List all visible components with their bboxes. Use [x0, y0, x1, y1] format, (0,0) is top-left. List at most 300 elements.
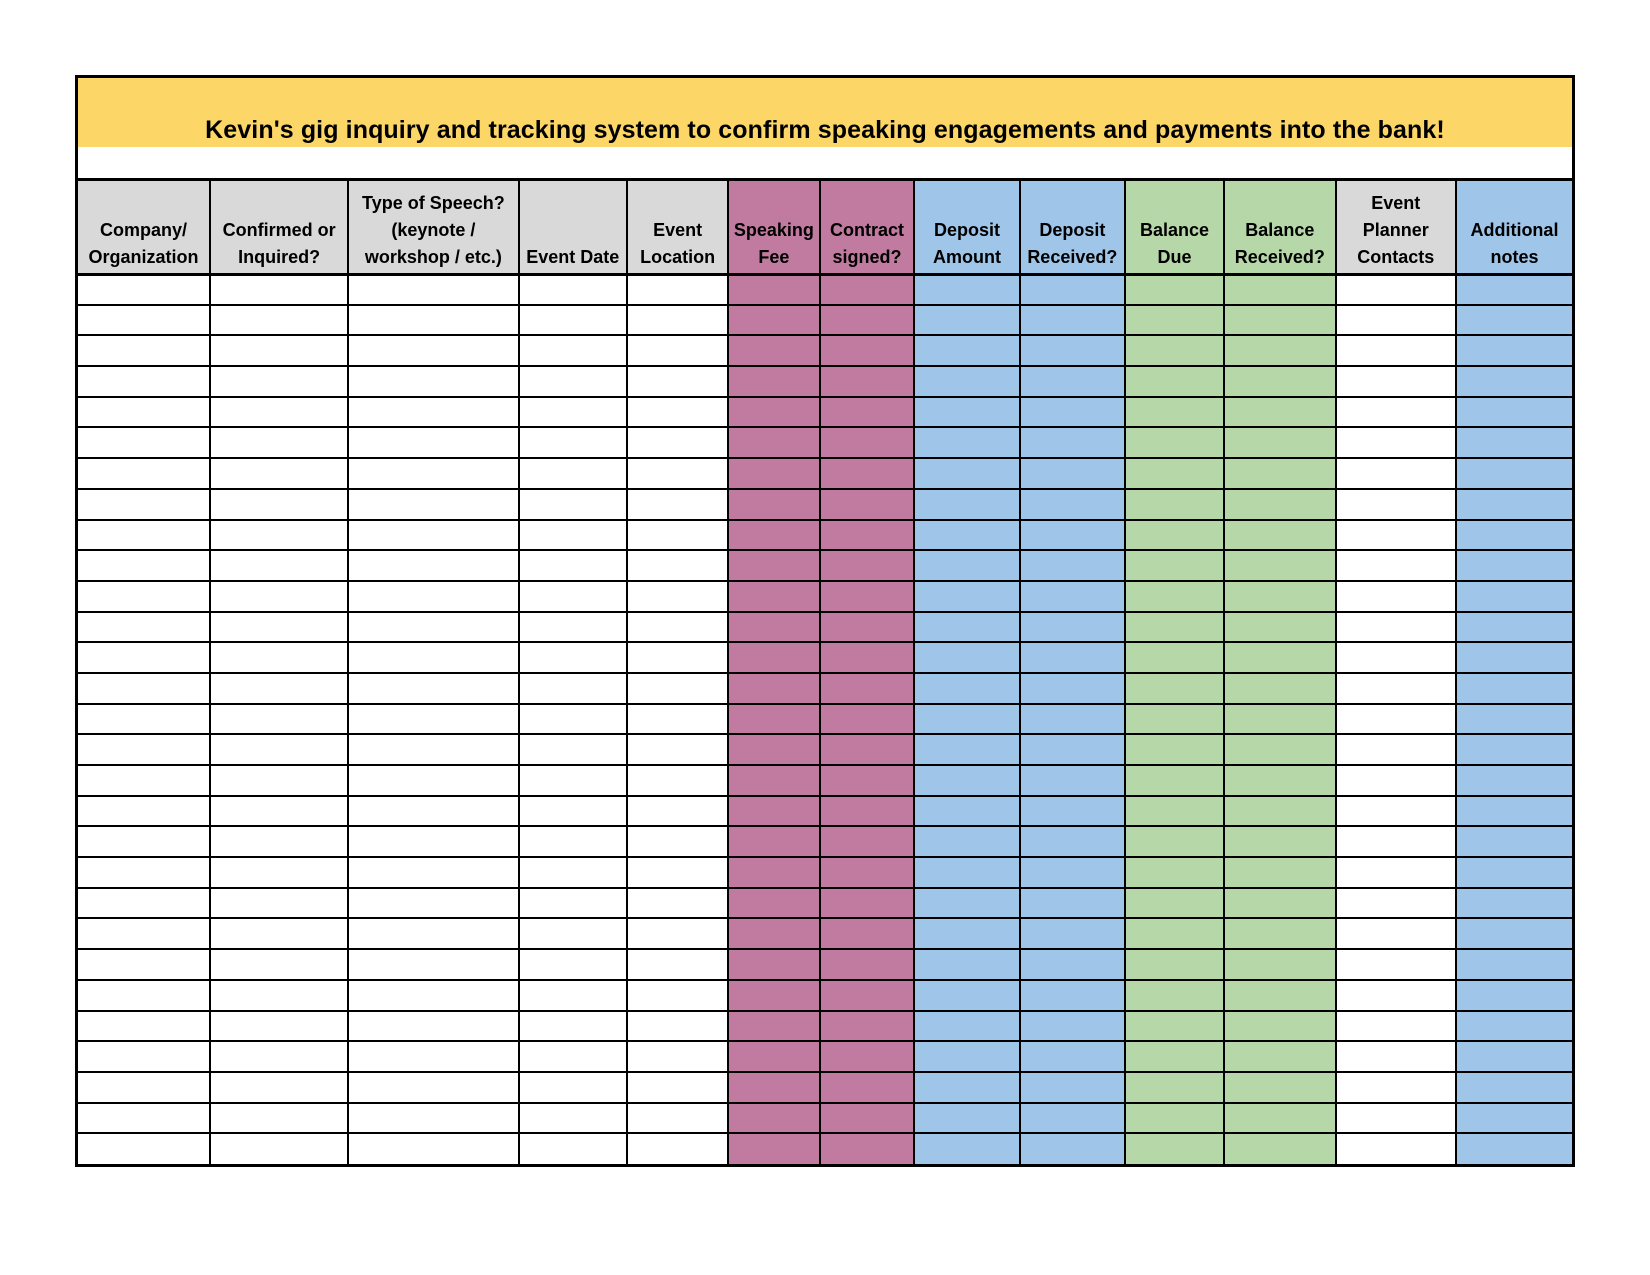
cell-balance-due[interactable]: [1125, 335, 1224, 366]
cell-balance-due[interactable]: [1125, 458, 1224, 489]
cell-deposit-received[interactable]: [1020, 1041, 1125, 1072]
cell-company[interactable]: [78, 550, 210, 581]
cell-speech-type[interactable]: [348, 335, 518, 366]
cell-additional-notes[interactable]: [1456, 826, 1572, 857]
cell-planner-contacts[interactable]: [1336, 734, 1456, 765]
cell-confirmed[interactable]: [210, 1103, 348, 1134]
cell-event-location[interactable]: [627, 274, 728, 305]
cell-confirmed[interactable]: [210, 888, 348, 919]
cell-confirmed[interactable]: [210, 949, 348, 980]
cell-confirmed[interactable]: [210, 305, 348, 336]
cell-balance-received[interactable]: [1224, 520, 1336, 551]
cell-contract-signed[interactable]: [820, 581, 915, 612]
cell-speaking-fee[interactable]: [728, 642, 820, 673]
cell-company[interactable]: [78, 642, 210, 673]
cell-deposit-amount[interactable]: [914, 1072, 1019, 1103]
cell-deposit-received[interactable]: [1020, 366, 1125, 397]
cell-deposit-received[interactable]: [1020, 458, 1125, 489]
cell-deposit-received[interactable]: [1020, 642, 1125, 673]
cell-additional-notes[interactable]: [1456, 765, 1572, 796]
cell-speaking-fee[interactable]: [728, 427, 820, 458]
cell-contract-signed[interactable]: [820, 980, 915, 1011]
cell-company[interactable]: [78, 581, 210, 612]
cell-contract-signed[interactable]: [820, 673, 915, 704]
cell-company[interactable]: [78, 1011, 210, 1042]
cell-event-date[interactable]: [519, 1133, 628, 1164]
cell-contract-signed[interactable]: [820, 1133, 915, 1164]
cell-deposit-received[interactable]: [1020, 489, 1125, 520]
cell-speaking-fee[interactable]: [728, 458, 820, 489]
cell-contract-signed[interactable]: [820, 918, 915, 949]
cell-event-date[interactable]: [519, 489, 628, 520]
cell-balance-due[interactable]: [1125, 1011, 1224, 1042]
cell-balance-due[interactable]: [1125, 980, 1224, 1011]
cell-contract-signed[interactable]: [820, 888, 915, 919]
cell-deposit-received[interactable]: [1020, 765, 1125, 796]
cell-confirmed[interactable]: [210, 1041, 348, 1072]
cell-additional-notes[interactable]: [1456, 489, 1572, 520]
cell-event-date[interactable]: [519, 305, 628, 336]
cell-confirmed[interactable]: [210, 918, 348, 949]
cell-event-date[interactable]: [519, 949, 628, 980]
cell-planner-contacts[interactable]: [1336, 520, 1456, 551]
cell-planner-contacts[interactable]: [1336, 1103, 1456, 1134]
cell-speaking-fee[interactable]: [728, 1133, 820, 1164]
cell-company[interactable]: [78, 704, 210, 735]
cell-additional-notes[interactable]: [1456, 918, 1572, 949]
cell-deposit-received[interactable]: [1020, 857, 1125, 888]
cell-balance-received[interactable]: [1224, 581, 1336, 612]
cell-deposit-amount[interactable]: [914, 520, 1019, 551]
cell-speech-type[interactable]: [348, 1103, 518, 1134]
cell-deposit-received[interactable]: [1020, 1072, 1125, 1103]
cell-speaking-fee[interactable]: [728, 734, 820, 765]
cell-speech-type[interactable]: [348, 581, 518, 612]
cell-contract-signed[interactable]: [820, 1041, 915, 1072]
cell-balance-received[interactable]: [1224, 366, 1336, 397]
cell-deposit-amount[interactable]: [914, 857, 1019, 888]
cell-contract-signed[interactable]: [820, 397, 915, 428]
cell-speech-type[interactable]: [348, 949, 518, 980]
cell-speaking-fee[interactable]: [728, 949, 820, 980]
cell-planner-contacts[interactable]: [1336, 1041, 1456, 1072]
cell-balance-due[interactable]: [1125, 857, 1224, 888]
cell-event-location[interactable]: [627, 1133, 728, 1164]
cell-balance-received[interactable]: [1224, 274, 1336, 305]
cell-deposit-amount[interactable]: [914, 1041, 1019, 1072]
cell-planner-contacts[interactable]: [1336, 704, 1456, 735]
cell-balance-due[interactable]: [1125, 642, 1224, 673]
cell-company[interactable]: [78, 458, 210, 489]
cell-deposit-amount[interactable]: [914, 335, 1019, 366]
cell-speech-type[interactable]: [348, 1072, 518, 1103]
cell-deposit-received[interactable]: [1020, 949, 1125, 980]
cell-event-date[interactable]: [519, 366, 628, 397]
cell-deposit-received[interactable]: [1020, 980, 1125, 1011]
cell-deposit-amount[interactable]: [914, 427, 1019, 458]
cell-event-location[interactable]: [627, 796, 728, 827]
cell-company[interactable]: [78, 397, 210, 428]
cell-event-location[interactable]: [627, 1041, 728, 1072]
cell-event-location[interactable]: [627, 489, 728, 520]
cell-event-location[interactable]: [627, 888, 728, 919]
cell-deposit-amount[interactable]: [914, 1011, 1019, 1042]
cell-speaking-fee[interactable]: [728, 489, 820, 520]
cell-event-date[interactable]: [519, 734, 628, 765]
cell-speech-type[interactable]: [348, 918, 518, 949]
cell-balance-due[interactable]: [1125, 612, 1224, 643]
cell-contract-signed[interactable]: [820, 704, 915, 735]
cell-speech-type[interactable]: [348, 274, 518, 305]
cell-additional-notes[interactable]: [1456, 734, 1572, 765]
cell-balance-due[interactable]: [1125, 581, 1224, 612]
cell-event-date[interactable]: [519, 274, 628, 305]
cell-deposit-amount[interactable]: [914, 796, 1019, 827]
cell-event-location[interactable]: [627, 550, 728, 581]
cell-company[interactable]: [78, 826, 210, 857]
cell-planner-contacts[interactable]: [1336, 642, 1456, 673]
cell-balance-due[interactable]: [1125, 550, 1224, 581]
cell-confirmed[interactable]: [210, 1072, 348, 1103]
cell-contract-signed[interactable]: [820, 489, 915, 520]
cell-planner-contacts[interactable]: [1336, 274, 1456, 305]
cell-deposit-amount[interactable]: [914, 581, 1019, 612]
cell-additional-notes[interactable]: [1456, 612, 1572, 643]
cell-confirmed[interactable]: [210, 704, 348, 735]
cell-speaking-fee[interactable]: [728, 673, 820, 704]
cell-additional-notes[interactable]: [1456, 550, 1572, 581]
cell-contract-signed[interactable]: [820, 796, 915, 827]
cell-speaking-fee[interactable]: [728, 704, 820, 735]
cell-additional-notes[interactable]: [1456, 980, 1572, 1011]
cell-balance-received[interactable]: [1224, 305, 1336, 336]
cell-deposit-received[interactable]: [1020, 704, 1125, 735]
cell-planner-contacts[interactable]: [1336, 1011, 1456, 1042]
cell-deposit-received[interactable]: [1020, 1103, 1125, 1134]
cell-balance-received[interactable]: [1224, 888, 1336, 919]
cell-deposit-amount[interactable]: [914, 734, 1019, 765]
cell-deposit-received[interactable]: [1020, 520, 1125, 551]
cell-event-location[interactable]: [627, 520, 728, 551]
cell-deposit-amount[interactable]: [914, 704, 1019, 735]
cell-deposit-amount[interactable]: [914, 673, 1019, 704]
cell-planner-contacts[interactable]: [1336, 612, 1456, 643]
cell-speech-type[interactable]: [348, 366, 518, 397]
cell-balance-due[interactable]: [1125, 704, 1224, 735]
cell-event-date[interactable]: [519, 427, 628, 458]
cell-event-location[interactable]: [627, 612, 728, 643]
cell-event-date[interactable]: [519, 1072, 628, 1103]
cell-event-date[interactable]: [519, 826, 628, 857]
cell-planner-contacts[interactable]: [1336, 550, 1456, 581]
cell-speech-type[interactable]: [348, 305, 518, 336]
cell-confirmed[interactable]: [210, 857, 348, 888]
cell-deposit-received[interactable]: [1020, 1133, 1125, 1164]
cell-company[interactable]: [78, 612, 210, 643]
cell-event-location[interactable]: [627, 458, 728, 489]
cell-event-location[interactable]: [627, 673, 728, 704]
cell-event-location[interactable]: [627, 1103, 728, 1134]
cell-company[interactable]: [78, 980, 210, 1011]
cell-confirmed[interactable]: [210, 765, 348, 796]
cell-contract-signed[interactable]: [820, 1072, 915, 1103]
cell-additional-notes[interactable]: [1456, 427, 1572, 458]
cell-balance-received[interactable]: [1224, 427, 1336, 458]
cell-additional-notes[interactable]: [1456, 520, 1572, 551]
cell-balance-received[interactable]: [1224, 458, 1336, 489]
cell-speaking-fee[interactable]: [728, 857, 820, 888]
cell-event-date[interactable]: [519, 550, 628, 581]
cell-contract-signed[interactable]: [820, 642, 915, 673]
cell-additional-notes[interactable]: [1456, 949, 1572, 980]
cell-speech-type[interactable]: [348, 857, 518, 888]
cell-speech-type[interactable]: [348, 642, 518, 673]
cell-contract-signed[interactable]: [820, 612, 915, 643]
cell-contract-signed[interactable]: [820, 949, 915, 980]
cell-additional-notes[interactable]: [1456, 274, 1572, 305]
cell-event-date[interactable]: [519, 642, 628, 673]
cell-event-date[interactable]: [519, 888, 628, 919]
cell-planner-contacts[interactable]: [1336, 581, 1456, 612]
cell-confirmed[interactable]: [210, 1133, 348, 1164]
cell-additional-notes[interactable]: [1456, 335, 1572, 366]
cell-speech-type[interactable]: [348, 734, 518, 765]
cell-speech-type[interactable]: [348, 520, 518, 551]
cell-deposit-amount[interactable]: [914, 765, 1019, 796]
cell-event-date[interactable]: [519, 673, 628, 704]
cell-company[interactable]: [78, 765, 210, 796]
cell-company[interactable]: [78, 520, 210, 551]
cell-planner-contacts[interactable]: [1336, 857, 1456, 888]
cell-speech-type[interactable]: [348, 1011, 518, 1042]
cell-event-date[interactable]: [519, 857, 628, 888]
cell-speaking-fee[interactable]: [728, 765, 820, 796]
cell-speaking-fee[interactable]: [728, 796, 820, 827]
cell-balance-received[interactable]: [1224, 489, 1336, 520]
cell-deposit-received[interactable]: [1020, 397, 1125, 428]
cell-additional-notes[interactable]: [1456, 1103, 1572, 1134]
cell-event-date[interactable]: [519, 335, 628, 366]
cell-balance-received[interactable]: [1224, 397, 1336, 428]
cell-confirmed[interactable]: [210, 458, 348, 489]
cell-event-location[interactable]: [627, 1011, 728, 1042]
cell-event-location[interactable]: [627, 704, 728, 735]
cell-additional-notes[interactable]: [1456, 857, 1572, 888]
cell-balance-received[interactable]: [1224, 1011, 1336, 1042]
cell-speaking-fee[interactable]: [728, 305, 820, 336]
cell-deposit-amount[interactable]: [914, 949, 1019, 980]
cell-event-location[interactable]: [627, 980, 728, 1011]
cell-balance-due[interactable]: [1125, 796, 1224, 827]
cell-deposit-amount[interactable]: [914, 366, 1019, 397]
cell-balance-due[interactable]: [1125, 734, 1224, 765]
cell-additional-notes[interactable]: [1456, 1133, 1572, 1164]
cell-event-date[interactable]: [519, 520, 628, 551]
cell-speech-type[interactable]: [348, 673, 518, 704]
cell-speech-type[interactable]: [348, 980, 518, 1011]
cell-balance-received[interactable]: [1224, 918, 1336, 949]
cell-contract-signed[interactable]: [820, 458, 915, 489]
cell-deposit-amount[interactable]: [914, 550, 1019, 581]
cell-speech-type[interactable]: [348, 397, 518, 428]
cell-contract-signed[interactable]: [820, 427, 915, 458]
cell-confirmed[interactable]: [210, 397, 348, 428]
cell-additional-notes[interactable]: [1456, 305, 1572, 336]
cell-balance-received[interactable]: [1224, 673, 1336, 704]
cell-event-date[interactable]: [519, 612, 628, 643]
cell-speech-type[interactable]: [348, 427, 518, 458]
cell-planner-contacts[interactable]: [1336, 1133, 1456, 1164]
cell-balance-received[interactable]: [1224, 612, 1336, 643]
cell-company[interactable]: [78, 305, 210, 336]
cell-event-location[interactable]: [627, 427, 728, 458]
cell-company[interactable]: [78, 427, 210, 458]
cell-planner-contacts[interactable]: [1336, 949, 1456, 980]
cell-deposit-received[interactable]: [1020, 427, 1125, 458]
cell-deposit-amount[interactable]: [914, 1103, 1019, 1134]
cell-company[interactable]: [78, 1041, 210, 1072]
cell-company[interactable]: [78, 888, 210, 919]
cell-speaking-fee[interactable]: [728, 612, 820, 643]
cell-event-location[interactable]: [627, 734, 728, 765]
cell-company[interactable]: [78, 918, 210, 949]
cell-event-location[interactable]: [627, 1072, 728, 1103]
cell-balance-received[interactable]: [1224, 796, 1336, 827]
cell-speech-type[interactable]: [348, 796, 518, 827]
cell-balance-received[interactable]: [1224, 857, 1336, 888]
cell-confirmed[interactable]: [210, 427, 348, 458]
cell-speech-type[interactable]: [348, 704, 518, 735]
cell-balance-received[interactable]: [1224, 1103, 1336, 1134]
cell-event-location[interactable]: [627, 857, 728, 888]
cell-balance-received[interactable]: [1224, 826, 1336, 857]
cell-contract-signed[interactable]: [820, 335, 915, 366]
cell-speaking-fee[interactable]: [728, 550, 820, 581]
cell-speech-type[interactable]: [348, 826, 518, 857]
cell-deposit-amount[interactable]: [914, 888, 1019, 919]
cell-balance-due[interactable]: [1125, 427, 1224, 458]
cell-event-location[interactable]: [627, 305, 728, 336]
cell-deposit-received[interactable]: [1020, 888, 1125, 919]
cell-contract-signed[interactable]: [820, 520, 915, 551]
cell-company[interactable]: [78, 857, 210, 888]
cell-confirmed[interactable]: [210, 673, 348, 704]
cell-planner-contacts[interactable]: [1336, 1072, 1456, 1103]
cell-confirmed[interactable]: [210, 489, 348, 520]
cell-deposit-amount[interactable]: [914, 612, 1019, 643]
cell-deposit-received[interactable]: [1020, 796, 1125, 827]
cell-deposit-amount[interactable]: [914, 397, 1019, 428]
cell-event-date[interactable]: [519, 765, 628, 796]
cell-confirmed[interactable]: [210, 274, 348, 305]
cell-balance-due[interactable]: [1125, 1133, 1224, 1164]
cell-contract-signed[interactable]: [820, 826, 915, 857]
cell-speech-type[interactable]: [348, 888, 518, 919]
cell-deposit-received[interactable]: [1020, 673, 1125, 704]
cell-balance-due[interactable]: [1125, 520, 1224, 551]
cell-deposit-amount[interactable]: [914, 918, 1019, 949]
cell-event-location[interactable]: [627, 397, 728, 428]
cell-speaking-fee[interactable]: [728, 888, 820, 919]
cell-confirmed[interactable]: [210, 734, 348, 765]
cell-balance-received[interactable]: [1224, 1041, 1336, 1072]
cell-speaking-fee[interactable]: [728, 1103, 820, 1134]
cell-event-location[interactable]: [627, 918, 728, 949]
cell-balance-due[interactable]: [1125, 673, 1224, 704]
cell-balance-received[interactable]: [1224, 642, 1336, 673]
cell-planner-contacts[interactable]: [1336, 489, 1456, 520]
cell-planner-contacts[interactable]: [1336, 918, 1456, 949]
cell-speaking-fee[interactable]: [728, 980, 820, 1011]
cell-confirmed[interactable]: [210, 796, 348, 827]
cell-balance-due[interactable]: [1125, 888, 1224, 919]
cell-deposit-received[interactable]: [1020, 1011, 1125, 1042]
cell-speaking-fee[interactable]: [728, 335, 820, 366]
cell-event-location[interactable]: [627, 581, 728, 612]
cell-speaking-fee[interactable]: [728, 1072, 820, 1103]
cell-speech-type[interactable]: [348, 612, 518, 643]
cell-company[interactable]: [78, 274, 210, 305]
cell-planner-contacts[interactable]: [1336, 397, 1456, 428]
cell-additional-notes[interactable]: [1456, 673, 1572, 704]
cell-speaking-fee[interactable]: [728, 1041, 820, 1072]
cell-balance-received[interactable]: [1224, 1072, 1336, 1103]
cell-balance-received[interactable]: [1224, 335, 1336, 366]
cell-confirmed[interactable]: [210, 642, 348, 673]
cell-contract-signed[interactable]: [820, 366, 915, 397]
cell-event-date[interactable]: [519, 796, 628, 827]
cell-additional-notes[interactable]: [1456, 366, 1572, 397]
cell-deposit-amount[interactable]: [914, 826, 1019, 857]
cell-balance-due[interactable]: [1125, 489, 1224, 520]
cell-additional-notes[interactable]: [1456, 397, 1572, 428]
cell-balance-received[interactable]: [1224, 550, 1336, 581]
cell-event-location[interactable]: [627, 335, 728, 366]
cell-planner-contacts[interactable]: [1336, 796, 1456, 827]
cell-event-date[interactable]: [519, 918, 628, 949]
cell-confirmed[interactable]: [210, 366, 348, 397]
cell-deposit-amount[interactable]: [914, 642, 1019, 673]
cell-event-location[interactable]: [627, 949, 728, 980]
cell-deposit-amount[interactable]: [914, 489, 1019, 520]
cell-company[interactable]: [78, 673, 210, 704]
cell-additional-notes[interactable]: [1456, 458, 1572, 489]
cell-confirmed[interactable]: [210, 1011, 348, 1042]
cell-deposit-received[interactable]: [1020, 612, 1125, 643]
cell-event-location[interactable]: [627, 826, 728, 857]
cell-deposit-amount[interactable]: [914, 305, 1019, 336]
cell-additional-notes[interactable]: [1456, 1072, 1572, 1103]
cell-event-date[interactable]: [519, 704, 628, 735]
cell-company[interactable]: [78, 335, 210, 366]
cell-speaking-fee[interactable]: [728, 581, 820, 612]
cell-planner-contacts[interactable]: [1336, 980, 1456, 1011]
cell-contract-signed[interactable]: [820, 1103, 915, 1134]
cell-contract-signed[interactable]: [820, 274, 915, 305]
cell-deposit-received[interactable]: [1020, 550, 1125, 581]
cell-company[interactable]: [78, 949, 210, 980]
cell-contract-signed[interactable]: [820, 734, 915, 765]
cell-event-date[interactable]: [519, 1103, 628, 1134]
cell-event-date[interactable]: [519, 458, 628, 489]
cell-speaking-fee[interactable]: [728, 520, 820, 551]
cell-contract-signed[interactable]: [820, 857, 915, 888]
cell-deposit-amount[interactable]: [914, 1133, 1019, 1164]
cell-deposit-received[interactable]: [1020, 305, 1125, 336]
cell-planner-contacts[interactable]: [1336, 673, 1456, 704]
cell-event-date[interactable]: [519, 581, 628, 612]
cell-planner-contacts[interactable]: [1336, 366, 1456, 397]
